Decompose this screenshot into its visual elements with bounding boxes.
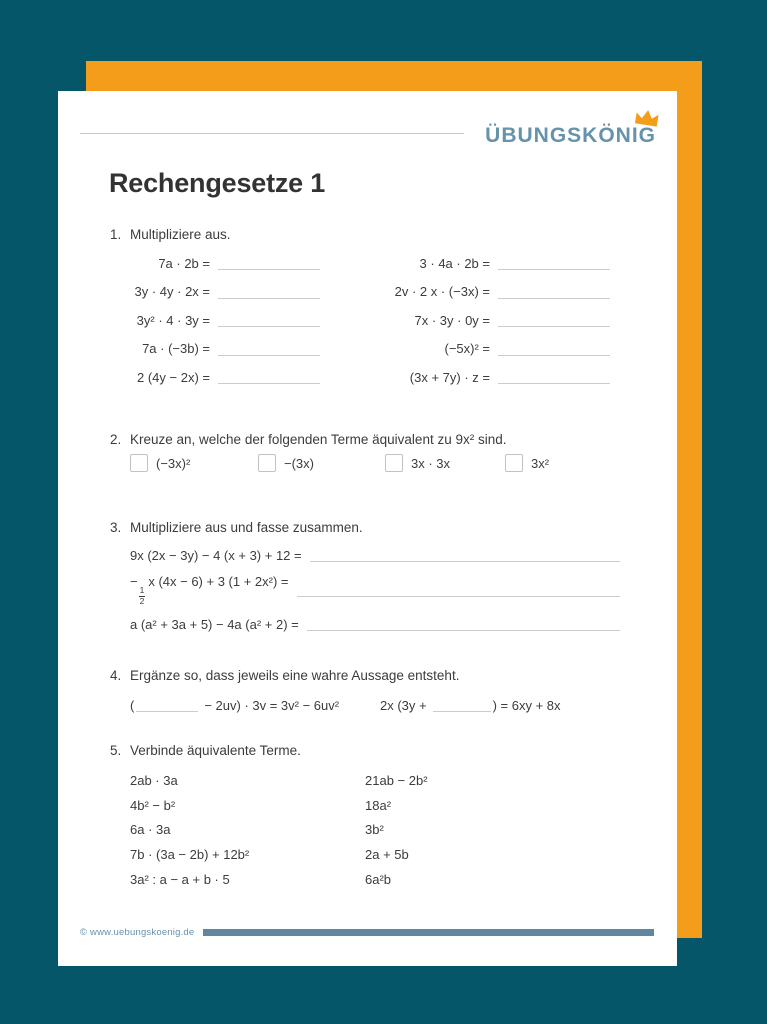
term-text: 3b²	[365, 822, 384, 838]
q5-left-column	[130, 768, 249, 891]
answer-line[interactable]	[310, 549, 620, 562]
answer-line[interactable]	[218, 370, 320, 384]
answer-line[interactable]	[433, 698, 491, 712]
copyright-text: © www.uebungskoenig.de	[80, 926, 195, 938]
question-5-label	[110, 743, 301, 758]
expression: (3x + 7y) · z =	[409, 369, 490, 385]
answer-line[interactable]	[218, 285, 320, 299]
question-2-prompt: Kreuze an, welche der folgenden Terme äquivalent zu 9x² sind.	[130, 432, 507, 447]
question-3-label	[110, 520, 363, 535]
q5-right-column	[365, 768, 428, 891]
brand-logo	[485, 125, 656, 146]
term-text: 2a + 5b	[365, 846, 409, 862]
q3-equation-row	[130, 573, 620, 606]
expression: 3y² · 4 · 3y =	[136, 312, 210, 328]
q3-equation-row	[130, 614, 620, 634]
option-label: (−3x)²	[156, 455, 191, 471]
term-text: 2ab · 3a	[130, 772, 178, 788]
match-term[interactable]	[130, 817, 249, 842]
q4-equation-right	[380, 695, 561, 715]
question-1-label	[110, 227, 231, 242]
answer-line[interactable]	[307, 618, 620, 631]
match-term[interactable]	[130, 793, 249, 818]
option-label: 3x²	[531, 455, 550, 471]
q2-option	[130, 454, 190, 472]
equation-row	[98, 249, 320, 278]
header-divider	[80, 133, 464, 134]
question-4-number: 4.	[110, 668, 122, 683]
checkbox[interactable]	[385, 454, 403, 472]
term-text: 3a² : a − a + b · 5	[130, 871, 230, 887]
q1-right-column	[350, 249, 610, 392]
answer-line[interactable]	[218, 256, 320, 270]
expression: 7x · 3y · 0y =	[414, 312, 490, 328]
checkbox[interactable]	[505, 454, 523, 472]
expression: (−5x)² =	[444, 341, 490, 357]
question-1-prompt: Multipliziere aus.	[130, 227, 231, 242]
fraction-numerator: 1	[139, 584, 145, 595]
expression	[130, 574, 289, 607]
footer-bar	[203, 929, 654, 936]
expression-rest: x (4x − 6) + 3 (1 + 2x²) =	[148, 573, 289, 589]
q2-option	[385, 454, 450, 472]
page-footer	[80, 927, 654, 937]
expression-suffix: ) = 6xy + 8x	[492, 697, 561, 713]
answer-line[interactable]	[498, 313, 610, 327]
answer-line[interactable]	[218, 342, 320, 356]
equation-row	[350, 335, 610, 364]
equation-row	[350, 249, 610, 278]
q4-equation-left	[130, 695, 339, 715]
answer-line[interactable]	[297, 584, 621, 597]
term-text: 21ab − 2b²	[365, 772, 428, 788]
question-4-label	[110, 668, 459, 683]
minus-sign: −	[130, 573, 138, 589]
fraction-denominator: 2	[139, 595, 145, 606]
match-term[interactable]	[130, 768, 249, 793]
equation-row	[98, 306, 320, 335]
term-text: 18a²	[365, 797, 392, 813]
equation-row	[98, 335, 320, 364]
q2-options-row	[58, 454, 677, 474]
expression: 7a · (−3b) =	[142, 341, 210, 357]
expression: 2v · 2 x · (−3x) =	[394, 284, 490, 300]
option-label: 3x · 3x	[411, 455, 451, 471]
answer-line[interactable]	[498, 256, 610, 270]
question-2-number: 2.	[110, 432, 122, 447]
match-term[interactable]	[365, 867, 428, 892]
expression: a (a² + 3a + 5) − 4a (a² + 2) =	[130, 616, 299, 632]
answer-line[interactable]	[498, 370, 610, 384]
expression: 2 (4y − 2x) =	[137, 369, 210, 385]
match-term[interactable]	[130, 867, 249, 892]
expression: 7a · 2b =	[158, 255, 210, 271]
match-term[interactable]	[365, 842, 428, 867]
answer-line[interactable]	[218, 313, 320, 327]
expression: 9x (2x − 3y) − 4 (x + 3) + 12 =	[130, 547, 302, 563]
term-text: 6a · 3a	[130, 822, 171, 838]
equation-row	[350, 306, 610, 335]
question-5-number: 5.	[110, 743, 122, 758]
match-term[interactable]	[365, 793, 428, 818]
expression: 3y · 4y · 2x =	[134, 284, 210, 300]
worksheet-page	[58, 91, 677, 966]
answer-line[interactable]	[136, 698, 198, 712]
checkbox[interactable]	[130, 454, 148, 472]
question-4-prompt: Ergänze so, dass jeweils eine wahre Aussage entsteht.	[130, 668, 460, 683]
match-term[interactable]	[130, 842, 249, 867]
checkbox[interactable]	[258, 454, 276, 472]
expression-suffix: − 2uv) · 3v = 3v² − 6uv²	[204, 697, 340, 713]
question-1-number: 1.	[110, 227, 122, 242]
term-text: 6a²b	[365, 871, 392, 887]
equation-row	[98, 363, 320, 392]
answer-line[interactable]	[498, 342, 610, 356]
expression: 3 · 4a · 2b =	[419, 255, 490, 271]
question-3-prompt: Multipliziere aus und fasse zusammen.	[130, 520, 363, 535]
question-5-prompt: Verbinde äquivalente Terme.	[130, 743, 301, 758]
page-title: Rechengesetze 1	[109, 168, 326, 198]
expression-prefix: (	[130, 697, 135, 713]
brand-logo-text: ÜBUNGSKÖNIG	[485, 124, 656, 147]
equation-row	[98, 278, 320, 307]
question-2-label	[110, 432, 506, 447]
match-term[interactable]	[365, 817, 428, 842]
question-3-number: 3.	[110, 520, 122, 535]
answer-line[interactable]	[498, 285, 610, 299]
option-label: −(3x)	[284, 455, 314, 471]
term-text: 7b · (3a − 2b) + 12b²	[130, 846, 250, 862]
equation-row	[350, 278, 610, 307]
q2-option	[258, 454, 314, 472]
fraction	[139, 586, 146, 607]
q1-left-column	[98, 249, 320, 392]
expression-prefix: 2x (3y +	[380, 697, 427, 713]
q3-equation-row	[130, 545, 620, 565]
equation-row	[350, 363, 610, 392]
q2-option	[505, 454, 549, 472]
term-text: 4b² − b²	[130, 797, 176, 813]
match-term[interactable]	[365, 768, 428, 793]
